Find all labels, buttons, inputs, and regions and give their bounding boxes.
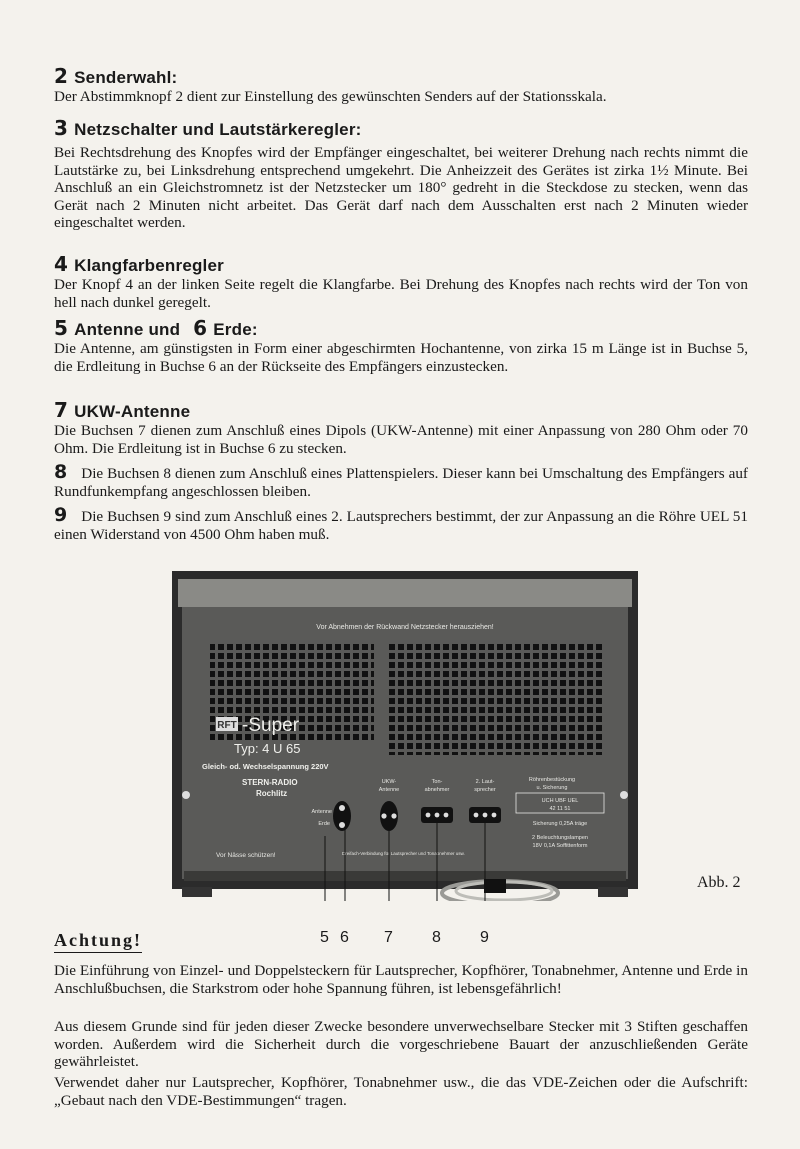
connection-note: Dreifach-Verbindung für Lautsprecher und Tonabnehmer usw. <box>342 851 465 856</box>
radio-top-panel <box>178 579 632 607</box>
power-plug <box>484 879 506 893</box>
section-heading <box>54 318 748 340</box>
screw <box>182 791 190 799</box>
section-text: Bei Rechtsdrehung des Knopfes wird der Empfänger eingeschaltet, bei weiterer Drehung nach rechts nimmt die Lautstärke zu, bei Linksdrehung entsprechend umgekehrt. Die Anheizzeit des Gerätes ist zirka 1½ Minute. Bei Anschluß an ein Gleichstromnetz ist der Netzstecker um 180° gedreht in die Steckdose zu stecken, wenn das Gerät nach 2 Minuten nicht arbeitet. Das Gerät darf nach dem Ausschalten erst nach 2 Minuten wieder eingeschaltet werden. <box>54 144 748 232</box>
callout-5: 5 <box>320 929 329 946</box>
section-number: 6 <box>193 316 208 340</box>
section-number: 5 <box>54 316 69 340</box>
achtung-paragraph-3: Verwendet daher nur Lautsprecher, Kopfhörer, Tonabnehmer usw., die das VDE-Zeichen oder die Aufschrift: „Gebaut nach den VDE-Bestimmungen“ tragen. <box>54 1074 748 1109</box>
tube-names: UCH UBF UEL <box>541 798 579 804</box>
section-number: 4 <box>54 252 69 276</box>
achtung-paragraph-1: Die Einführung von Einzel- und Doppelsteckern für Lautsprecher, Kopfhörer, Tonabnehmer, Antenne und Erde in Anschlußbuchsen, die Starkstrom oder hohe Spannung führen, ist lebensgefährlich! <box>54 962 748 997</box>
sicherung-label: u. Sicherung <box>536 785 568 791</box>
section-text: Die Antenne, am günstigsten in Form einer abgeschirmten Hochantenne, von zirka 15 m Länge ist in Buchse 5, die Erdleitung in Buchse 6 an der Rückseite des Empfängers einzustecken. <box>54 340 748 375</box>
section-title: Antenne und <box>74 320 181 339</box>
ukw-label: UKW- <box>381 779 397 785</box>
section-text: Die Buchsen 7 dienen zum Anschluß eines Dipols (UKW-Antenne) mit einer Anpassung von 280 Ohm oder 70 Ohm. Die Erdleitung ist in Buchse 6 zu stecken. <box>54 422 748 457</box>
rohren-label: Röhrenbestückung <box>528 777 576 783</box>
section-title: Klangfarbenregler <box>74 256 224 275</box>
section-heading <box>54 400 748 422</box>
section-text-body: Die Buchsen 9 sind zum Anschluß eines 2. Lautsprechers bestimmt, der zur Anpassung an die Röhre UEL 51 einen Widerstand von 4500 Ohm haben muß. <box>54 508 748 543</box>
section-ukw-antenne <box>54 400 748 457</box>
voltage-text: Gleich- od. Wechselspannung 220V <box>202 762 329 771</box>
fuse-text: Sicherung 0,25A träge <box>532 821 588 827</box>
section-title: UKW-Antenne <box>74 402 191 421</box>
antenne-label: Antenne <box>311 809 332 815</box>
radio-foot <box>182 887 212 897</box>
laut-label: 2. Laut- <box>475 779 495 785</box>
speaker-grille-right <box>388 643 604 755</box>
ton-label: Ton- <box>431 779 443 785</box>
section-title: Erde: <box>213 320 258 339</box>
brand-text: RFT <box>217 720 237 731</box>
section-number: 9 <box>54 504 68 526</box>
section-klangfarbe <box>54 254 748 311</box>
lamps-text-2: 18V 0,1A Soffittenform <box>532 843 588 849</box>
lautsprecher-label: sprecher <box>474 787 496 793</box>
section-number: 7 <box>54 398 69 422</box>
maker-text: STERN-RADIO <box>242 778 298 787</box>
callout-9: 9 <box>480 929 489 946</box>
section-antenne-erde <box>54 318 748 375</box>
callout-6: 6 <box>340 929 349 946</box>
figure-caption: Abb. 2 <box>697 874 741 891</box>
tonabnehmer-label: abnehmer <box>424 787 450 793</box>
achtung-paragraph-2: Aus diesem Grunde sind für jeden dieser Zwecke besondere unverwechselbare Stecker mit 3 Stiften geschaffen worden. Außerdem wird die Sicherheit durch die vorgeschriebene Bauart der anzuschließenden Geräte gewährleistet. <box>54 1018 748 1071</box>
section-netzschalter <box>54 118 748 232</box>
screw <box>620 791 628 799</box>
moisture-warning: Vor Nässe schützen! <box>216 852 276 859</box>
section-text <box>54 504 748 543</box>
ukw-antenne-label: Antenne <box>378 787 400 793</box>
section-heading <box>54 254 748 276</box>
tube-numbers: 42 11 51 <box>549 806 571 812</box>
section-title: Senderwahl: <box>74 68 178 87</box>
section-text: Der Knopf 4 an der linken Seite regelt die Klangfarbe. Bei Drehung des Knopfes nach rechts wird der Ton von hell nach dunkel geregelt. <box>54 276 748 311</box>
radio-foot <box>598 887 628 897</box>
model-text: -Super <box>242 715 300 736</box>
type-text: Typ: 4 U 65 <box>234 741 301 756</box>
city-text: Rochlitz <box>256 789 288 798</box>
section-text-body: Die Buchsen 8 dienen zum Anschluß eines Plattenspielers. Dieser kann bei Umschaltung des Empfängers auf Rundfunkempfang angeschlossen bleiben. <box>54 465 748 500</box>
section-heading <box>54 118 748 140</box>
section-heading <box>54 66 748 88</box>
section-number: 8 <box>54 461 68 483</box>
callout-8: 8 <box>432 929 441 946</box>
section-number: 3 <box>54 116 69 140</box>
section-title: Netzschalter und Lautstärkeregler: <box>74 120 362 139</box>
section-lautsprecher <box>54 504 748 543</box>
section-plattenspieler <box>54 461 748 500</box>
section-number: 2 <box>54 64 69 88</box>
radio-back-figure <box>172 571 638 901</box>
erde-label: Erde <box>318 821 330 827</box>
section-text <box>54 461 748 500</box>
callout-7: 7 <box>384 929 393 946</box>
achtung-title: Achtung! <box>54 930 142 953</box>
section-text: Der Abstimmknopf 2 dient zur Einstellung des gewünschten Senders auf der Stationsskala. <box>54 88 607 105</box>
lamps-text: 2 Beleuchtungslampen <box>532 835 588 841</box>
warning-top-text: Vor Abnehmen der Rückwand Netzstecker herausziehen! <box>316 624 494 631</box>
section-senderwahl <box>54 66 748 106</box>
